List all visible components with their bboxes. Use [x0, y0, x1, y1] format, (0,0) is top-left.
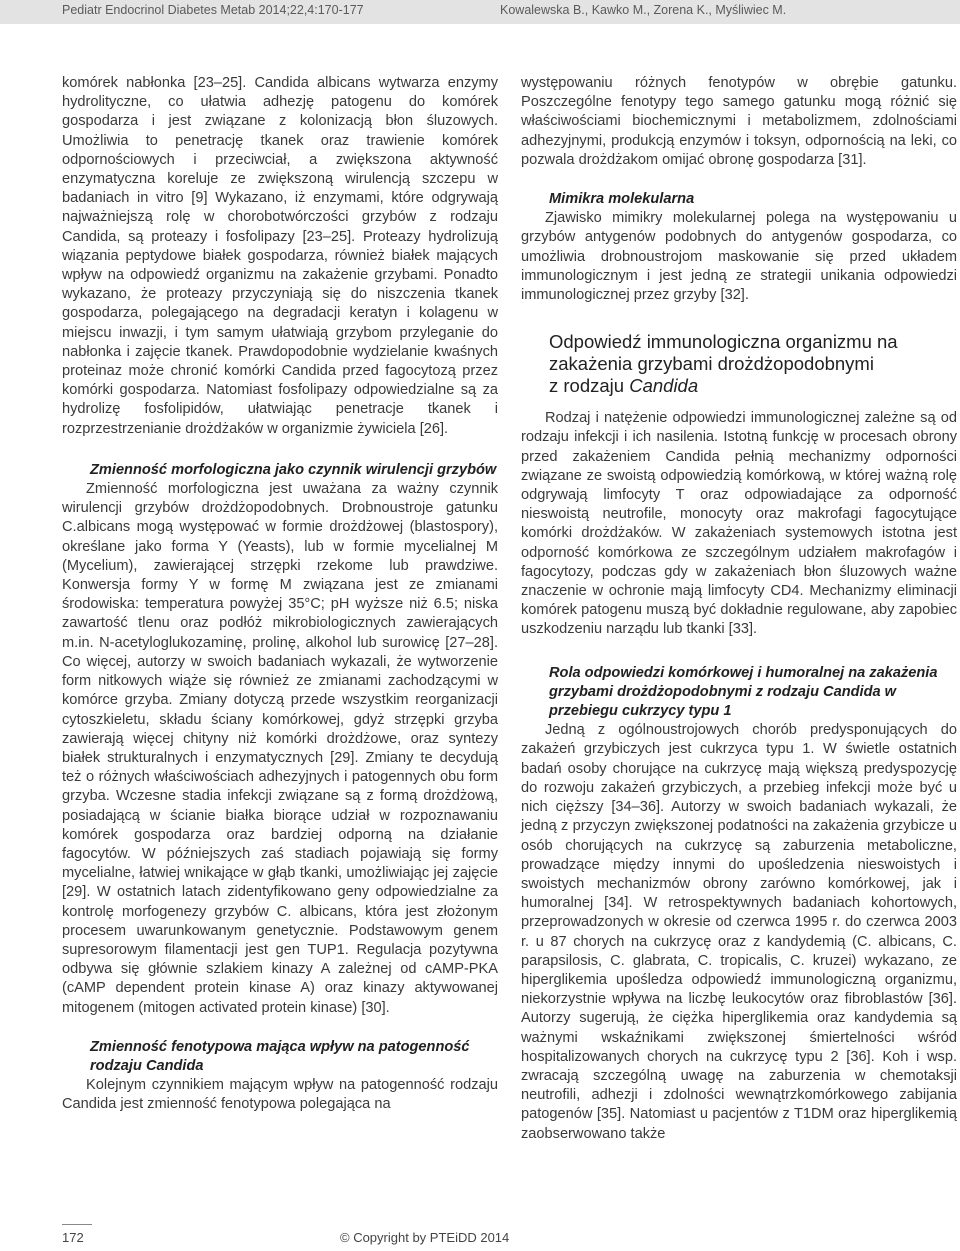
right-column [521, 74, 957, 1144]
paragraph: Zjawisko mimikry molekularnej polega na występowaniu u grzybów antygenów podobnych do antygenów gospodarza, co umożliwia drobnoustrojom maskowanie się przed układem immunologicznym i jest jedną ze strategii unikania odpowiedzi immunologicznej przez grzyby [32]. [521, 210, 957, 304]
left-column [62, 74, 498, 1115]
paragraph: Rodzaj i natężenie odpowiedzi immunologicznej zależne są od rodzaju infekcji i ich nasilenia. Istotną funkcję w procesach obrony przed zakażeniem Candida pełnią mechanizmy odporności związane ze swoistą odpowiedzią komórkową, w której ważną rolę odgrywają limfocyty T oraz odpowiadające za odporność nieswoistą neutrofile, monocyty oraz makrofagi fagocytujące komórki drożdżaków. W zakażeniach systemowych istotna jest odporność komórkowa ze szczególnym udziałem makrofagów i fagocytozy, podczas gdy w zakażeniach błon śluzowych ważne znaczenie w ochronie mają limfocyty CD4. Mechanizmy eliminacji komórek patogenu muszą być dokładnie regulowane, aby zapobiec uszkodzeniu narządu lub tkanki [33]. [521, 410, 957, 638]
section-title: Odpowiedź immunologiczna organizmu na zakażenia grzybami drożdżopodobnymi z rodzaju Candida [549, 331, 898, 397]
paragraph: komórek nabłonka [23–25]. Candida albicans wytwarza enzymy hydrolityczne, co ułatwia adhezję patogenu do komórek gospodarza i jest związane z kolonizacją błon śluzowych. Umożliwia to penetrację tkanek oraz trawienie komórek odpornościowych i przeciwciał, a zwiększona aktywność enzymatyczna koreluje ze zwiększoną wirulencją szczepu w badaniach in vitro [9] Wykazano, iż enzymami, które odgrywają najważniejszą rolę w chorobotwórczości grzybów z rodzaju Candida, są proteazy i fosfolipazy [23–25]. Proteazy hydrolizują wiązania peptydowe białek gospodarza, również białek mających wpływ na odpowiedź organizmu na zakażenie grzybami. Ponadto wykazano, że proteazy przyczyniają się do niszczenia tkanek gospodarza, polegającego na degradacji keratyn i kolagenu w miejscu inwazji, i tym samym ułatwiają grzybom przyleganie do nabłonka i zajęcie tkanek. Prawdopodobnie wydzielanie kwaśnych proteinaz może chronić komórki Candida przed fagocytozą przez komórki gospodarza. Natomiast fosfolipazy odpowiedzialne są za hydrolizę fosfolipidów, ułatwiając penetracje tkanek i rozprzestrzenianie drożdżaków w organizmie żywiciela [26]. [62, 75, 498, 437]
footer-rule [62, 1224, 92, 1225]
authors: Kowalewska B., Kawko M., Zorena K., Myśliwiec M. [500, 3, 787, 17]
paragraph: występowaniu różnych fenotypów w obrębie gatunku. Poszczególne fenotypy tego samego gatunku mogą różnić się właściwościami biochemicznymi i metabolizmem, zdolnościami adhezyjnymi, produkcją enzymów i toksyn, odpornością na leki, co pozwala drożdżakom omijać obronę gospodarza [31]. [521, 75, 957, 168]
running-header [0, 0, 960, 24]
paragraph: Kolejnym czynnikiem mającym wpływ na patogenność rodzaju Candida jest zmienność fenotypowa polegająca na [62, 1077, 498, 1113]
journal-citation: Pediatr Endocrinol Diabetes Metab 2014;22,4:170-177 [62, 3, 364, 17]
subsection-heading: Zmienność fenotypowa mająca wpływ na patogenność rodzaju Candida [90, 1038, 470, 1074]
subsection-heading: Rola odpowiedzi komórkowej i humoralnej na zakażenia grzybami drożdżopodobnymi z rodzaju Candida w przebiegu cukrzycy typu 1 [549, 664, 938, 720]
page-number: 172 [62, 1230, 84, 1245]
paragraph: Jedną z ogólnoustrojowych chorób predysponujących do zakażeń grzybiczych jest cukrzyca typu 1. W świetle ostatnich badań osoby chorujące na cukrzycę mają większą predyspozycję do rozwoju zakażeń grzybiczych, a przebieg infekcji może być u nich cięższy [34–36]. Autorzy w swoich badaniach wykazali, że jedną z przyczyn zwiększonej podatności na zakażenia grzybicze u osób chorujących na cukrzycę są zaburzenia metaboliczne, prowadzące między innymi do upośledzenia nieswoistych i swoistych mechanizmów obrony zarówno komórkowej, jak i humoralnej [34]. W retrospektywnych badaniach kohortowych, przeprowadzonych w okresie od czerwca 1995 r. do czerwca 2003 r. u 87 chorych na cukrzycę oraz z kandydemią (C. albicans, C. parapsilosis, C. glabrata, C. tropicalis, C. kruzei) wykazano, ze hiperglikemia upośledza odpowiedź immunologiczną organizmu, niekorzystnie wpływa na liczbę leukocytów oraz fibroblastów [36]. Autorzy sugerują, że ciężka hiperglikemia oraz kandydemia są ważnymi wskaźnikami zwiększonej śmiertelności wśród hospitalizowanych chorych na cukrzycę typu 2 [36]. Koh i wsp. zwracają szczególną uwagę na zaburzenia w chemotaksji neutrofili, adhezji i zdolności wewnątrzkomórkowego zabijania patogenów [35]. Natomiast u pacjentów z T1DM oraz hiperglikemią zaobserwowano także [521, 722, 957, 1142]
paragraph: Zmienność morfologiczna jest uważana za ważny czynnik wirulencji grzybów drożdżopodobnych. Drobnoustroje gatunku C.albicans mogą występować w formie drożdżowej (blastospory), określane jako forma Y (Yeasts), lub w formie mycelialnej M (Mycelium), zawierającej strzępki rzekome lub prawdziwe. Konwersja formy Y w formę M związana jest ze zmianami środowiska: temperatura powyżej 35°C; pH wyższe niż 6.5; niska zawartość tlenu oraz podłóż mikrobiologicznych zawierających m.in. N-acetyloglukozaminę, prolinę, alkohol lub surowicę [27–28]. Co więcej, autorzy w swoich badaniach wykazali, że wytworzenie form nitkowych wiąże się również ze zmianami zachodzącymi w komórce grzyba. Zmiany dotyczą przede wszystkim reorganizacji cytoszkieletu, składu ściany komórkowej, gdyż strzępki grzyba zawierają więcej chityny niż komórki drożdżowe, oraz syntezy białek strukturalnych i enzymatycznych [29]. Zmiany te decydują też o różnych właściwościach adhezyjnych i patogennych obu form grzyba. Wczesne stadia infekcji związane są z formą drożdżową, posiadającą w ścianie białka biorące udział w rozpoznawaniu komórek gospodarza oraz bardziej odporną na działanie fagocytów. W późniejszych zaś stadiach pojawiają się formy mycelialne, łatwiej wnikające w głąb tkanki, umożliwiając jej zajęcie [29]. W ostatnich latach zidentyfikowano geny odpowiedzialne za kontrolę morfogenezy grzybów C. albicans, która jest złożonym procesem uwarunkowanym genetycznie. Podstawowym genem supresorowym filamentacji jest gen TUP1. Regulacja pozytywna odbywa się głównie szlakiem kinazy A zależnej od cAMP-PKA (cAMP dependent protein kinase A) oraz kinazy aktywowanej mitogenem (mitogen activated protein kinase) [30]. [62, 481, 498, 1016]
subsection-heading: Mimikra molekularna [549, 191, 695, 208]
subsection-heading: Zmienność morfologiczna jako czynnik wirulencji grzybów [90, 461, 497, 478]
copyright: © Copyright by PTEiDD 2014 [340, 1230, 510, 1245]
